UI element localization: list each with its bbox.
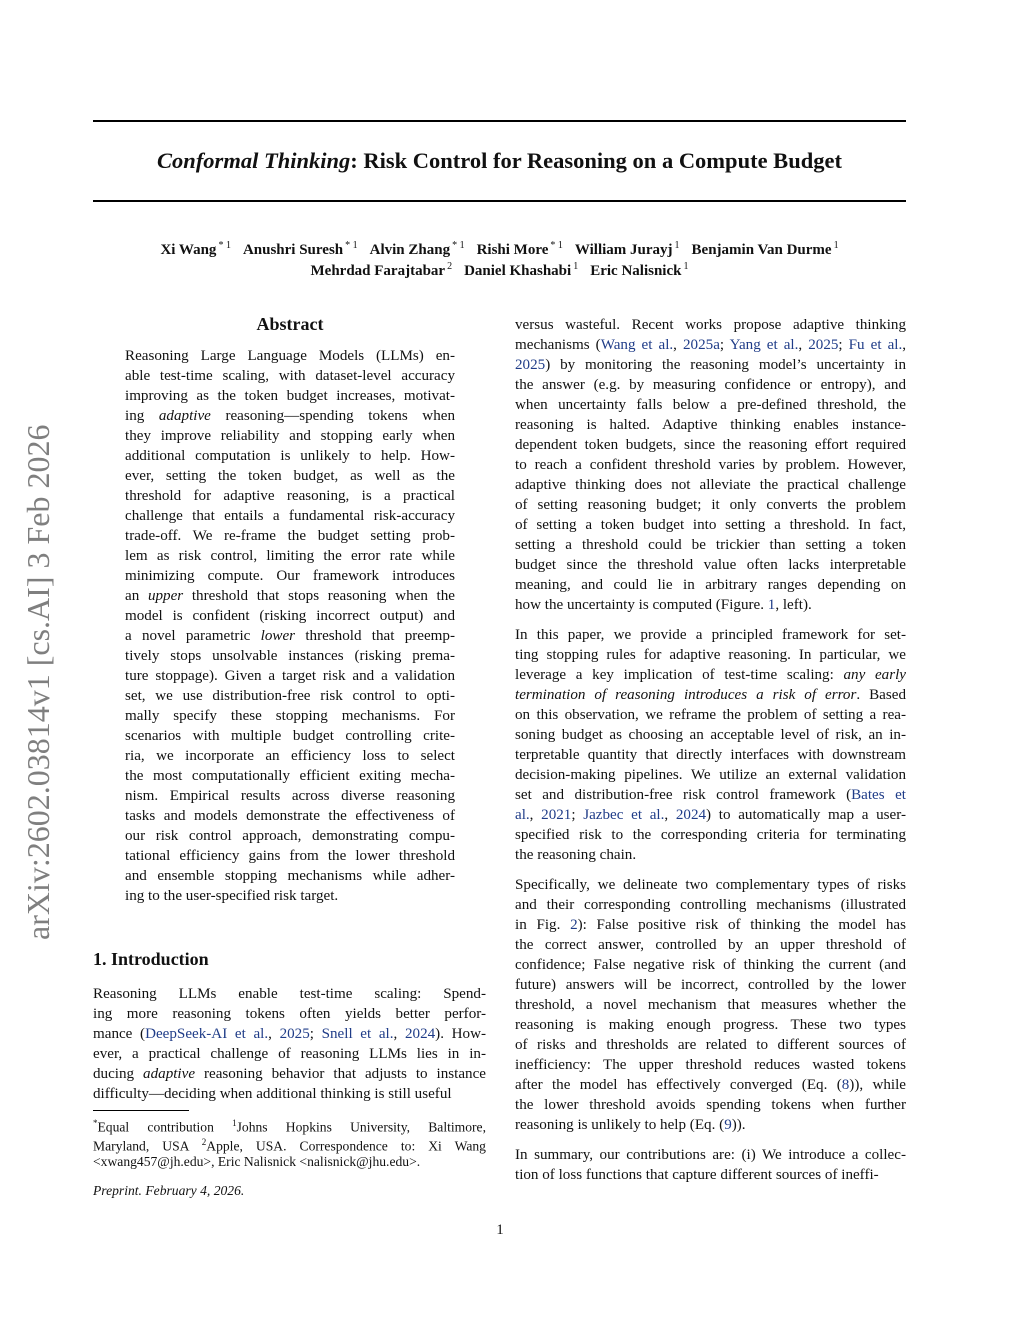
text-line (125, 666, 455, 686)
author-affiliation-mark: 2 (447, 261, 453, 272)
text-line (515, 455, 906, 475)
citation-link[interactable]: 2024 (675, 807, 707, 823)
text-run: after the model has effectively converged (Eq. ( (515, 1077, 842, 1093)
text-line (515, 805, 906, 825)
text-run: , (529, 807, 542, 823)
text-run: , left). (775, 597, 812, 613)
text-line (125, 826, 455, 846)
text-line (515, 1115, 906, 1135)
text-run: to reach a confident threshold varies by problem. However, (515, 457, 906, 473)
author-affiliation-mark: 1 (674, 240, 680, 251)
text-run: and ensemble stopping mechanisms while adher- (125, 868, 455, 884)
citation-link[interactable]: Yang et al. (729, 337, 799, 353)
text-run: improving as the token budget increases, motivat- (125, 388, 455, 404)
text-run: Specifically, we delineate two complementary types of risks (515, 877, 906, 893)
text-run: the lower threshold avoids spending tokens when further (515, 1097, 906, 1113)
abstract-heading: Abstract (256, 314, 324, 334)
author-affiliation-mark: * 1 (550, 240, 563, 251)
text-run: able test-time scaling, with dataset-level accuracy (125, 368, 455, 384)
citation-link[interactable]: 2024 (404, 1026, 436, 1042)
citation-link[interactable]: Fu et al. (848, 337, 903, 353)
text-run: they improve reliability and stopping early when (125, 428, 455, 444)
text-line (125, 746, 455, 766)
author-affiliation-mark: * 1 (218, 240, 231, 251)
text-run: , (902, 337, 907, 353)
text-line (125, 806, 455, 826)
text-run: reasoning behavior that adjusts to instance (195, 1066, 486, 1082)
text-line (515, 825, 906, 845)
text-run: reasoning is halted. Adaptive thinking enables instance- (515, 417, 906, 433)
text-run: threshold that preemp- (295, 628, 455, 644)
text-line (515, 1145, 906, 1165)
abstract-body (125, 346, 455, 906)
text-line (515, 315, 906, 335)
text-run: meaning, and could lie in arbitrary ranges depending on (515, 577, 906, 593)
text-run: ture stoppage). Given a target risk and a validation (125, 668, 455, 684)
text-run: ) by monitoring the reasoning model’s uncertainty in (545, 357, 906, 373)
text-line (125, 726, 455, 746)
text-run: threshold, a novel mechanism that measures whether the (515, 997, 906, 1013)
text-line (125, 786, 455, 806)
text-line (125, 386, 455, 406)
text-run: threshold that stops reasoning when the (183, 588, 455, 604)
text-run: future) answers will be incorrect, controlled by the lower (515, 977, 906, 993)
text-line (515, 435, 906, 455)
text-line (515, 875, 906, 895)
citation-link[interactable]: Jazbec et al. (583, 807, 665, 823)
text-run: . Based (856, 687, 906, 703)
text-line (515, 785, 906, 805)
text-run: ria, we incorporate an efficiency loss to select (125, 748, 455, 764)
text-line (93, 1004, 486, 1024)
citation-link[interactable]: al. (515, 807, 530, 823)
citation-link[interactable]: Snell et al. (321, 1026, 394, 1042)
text-line (515, 375, 906, 395)
citation-link[interactable]: Wang et al. (600, 337, 674, 353)
text-run: scenarios with multiple budget controlling crite- (125, 728, 455, 744)
text-run: ). How- (435, 1026, 487, 1042)
right-column-paragraph-3 (515, 875, 906, 1135)
text-line (515, 765, 906, 785)
author-affiliation-mark: 1 (833, 240, 839, 251)
text-run: lem as risk control, limiting the error rate while (125, 548, 455, 564)
text-line (515, 745, 906, 765)
text-line (515, 335, 906, 355)
text-run: ting stopping rules for adaptive reasoning. In particular, we (515, 647, 906, 663)
author-name: William Jurayj $^1$ (574, 240, 680, 258)
text-run: Reasoning LLMs enable test-time scaling: Spend- (93, 986, 486, 1002)
author-name: Mehrdad Farajtabar $^2$ (310, 261, 453, 279)
text-run: Johns Hopkins University, Baltimore, (236, 1119, 486, 1135)
text-run: specified risk to the corresponding criteria for terminating (515, 827, 906, 843)
citation-link[interactable]: 2025 (808, 337, 839, 353)
text-line (125, 766, 455, 786)
text-line (93, 1044, 486, 1064)
text-line (125, 846, 455, 866)
text-run: adaptive thinking does not alleviate the practical challenge (515, 477, 906, 493)
text-run: decision-making pipelines. We utilize an external validation (515, 767, 906, 783)
text-run: ever, setting the token budget, as well as the (125, 468, 455, 484)
text-run: additional computation is unlikely to help. How- (125, 448, 455, 464)
emphasis-text: adaptive (143, 1066, 196, 1082)
text-run: of setting reasoning budget; it only converts the problem (515, 497, 906, 513)
right-column-paragraph-1 (515, 315, 906, 615)
text-line (515, 575, 906, 595)
emphasis-text: lower (260, 628, 296, 644)
citation-link[interactable]: 2 (570, 917, 578, 933)
text-run: , (798, 337, 809, 353)
text-line (93, 984, 486, 1004)
emphasis-text: upper (147, 588, 184, 604)
text-run: on this observation, we reframe the problem of setting a rea- (515, 707, 906, 723)
text-line (515, 555, 906, 575)
emphasis-text: any early (843, 667, 906, 683)
text-run: mechanisms ( (515, 337, 601, 353)
text-run: setting a threshold could be trickier than setting a token (515, 537, 906, 553)
text-run: an (125, 588, 148, 604)
author-affiliation-mark: 1 (683, 261, 689, 272)
text-run: how the uncertainty is computed (Figure. (515, 597, 768, 613)
citation-link[interactable]: 2025 (279, 1026, 310, 1042)
text-line (515, 1095, 906, 1115)
citation-link[interactable]: 2021 (541, 807, 572, 823)
paper-title (93, 146, 906, 176)
text-run: reasoning is unlikely to help (Eq. ( (515, 1117, 725, 1133)
text-run: tational efficiency gains from the lower threshold (125, 848, 455, 864)
introduction-paragraph (93, 984, 486, 1104)
text-run: Reasoning Large Language Models (LLMs) en- (125, 348, 455, 364)
arxiv-identifier-stamp: arXiv:2602.03814v1 [cs.AI] 3 Feb 2026 (20, 424, 56, 940)
text-line (125, 606, 455, 626)
introduction-heading: 1. Introduction (93, 949, 209, 969)
text-line (93, 1114, 486, 1133)
text-run: budget since the threshold value often lacks interpretable (515, 557, 906, 573)
text-run: ducing (93, 1066, 144, 1082)
text-run: nism. Empirical results across diverse reasoning (125, 788, 455, 804)
text-run: , (393, 1026, 405, 1042)
text-run: In this paper, we provide a principled framework for set- (515, 627, 906, 643)
text-line (125, 466, 455, 486)
text-line (93, 1064, 486, 1084)
footnote-rule (93, 1110, 189, 1111)
text-line (125, 566, 455, 586)
text-line (515, 705, 906, 725)
author-name: Eric Nalisnick $^1$ (590, 261, 689, 279)
title-rule-bottom (93, 200, 906, 202)
text-run: of setting a token budget into setting a threshold. In fact, (515, 517, 906, 533)
text-run: dependent token budgets, since the reasoning effort required (515, 437, 906, 453)
text-run: ) to automatically map a user- (706, 807, 906, 823)
text-line (515, 495, 906, 515)
text-run: in Fig. (515, 917, 571, 933)
author-affiliation-mark: * 1 (452, 240, 465, 251)
author-affiliation-mark: * 1 (345, 240, 358, 251)
text-run: <xwang457@jh.edu>, Eric Nalisnick <nalisnick@jhu.edu>. (93, 1154, 421, 1169)
text-line (515, 625, 906, 645)
title-rule-top (93, 120, 906, 122)
text-run: and their corresponding controlling mechanisms (illustrated (515, 897, 906, 913)
text-line (125, 546, 455, 566)
text-line (515, 995, 906, 1015)
text-line (93, 1084, 486, 1104)
text-run: , (673, 337, 683, 353)
text-line (515, 1035, 906, 1055)
text-run: ing (125, 408, 159, 424)
text-run: ; (309, 1026, 322, 1042)
text-run: set and distribution-free risk control framework ( (515, 787, 852, 803)
text-line (515, 845, 906, 865)
footnote-mark: 2 (201, 1137, 207, 1147)
text-line (125, 366, 455, 386)
text-line (125, 706, 455, 726)
citation-link[interactable]: Bates et (851, 787, 906, 803)
text-line (125, 426, 455, 446)
text-run: trade-off. We re-frame the budget setting prob- (125, 528, 455, 544)
text-run: when uncertainty falls below a pre-defined threshold, the (515, 397, 906, 413)
text-line (125, 506, 455, 526)
text-run: )), while (849, 1077, 906, 1093)
text-run: soning budget as choosing an acceptable level of risk, an in- (515, 727, 906, 743)
text-line (515, 935, 906, 955)
text-line (515, 1015, 906, 1035)
title-emphasis: Conformal Thinking (157, 148, 351, 173)
author-name: Daniel Khashabi $^1$ (464, 261, 579, 279)
text-line (125, 586, 455, 606)
text-run: the reasoning chain. (515, 847, 637, 863)
text-run: set, we use distribution-free risk control to opti- (125, 688, 455, 704)
text-line (515, 535, 906, 555)
text-run: ; (838, 337, 849, 353)
text-run: threshold for adaptive reasoning, is a practical (125, 488, 455, 504)
text-run: In summary, our contributions are: (i) We introduce a collec- (515, 1147, 906, 1163)
text-run: tion of loss functions that capture different sources of ineffi- (515, 1167, 879, 1183)
text-run: a novel parametric (125, 628, 261, 644)
text-line (125, 346, 455, 366)
author-name: Benjamin Van Durme $^1$ (691, 240, 839, 258)
text-run: reasoning—spending tokens when (210, 408, 455, 424)
footnote-mark: 1 (232, 1118, 237, 1128)
text-run: model is confident (risking incorrect output) and (125, 608, 455, 624)
citation-link[interactable]: 1 (767, 597, 776, 613)
text-line (515, 1075, 906, 1095)
text-line (125, 406, 455, 426)
citation-link[interactable]: 8 (841, 1077, 850, 1093)
text-line (515, 1055, 906, 1075)
text-run: challenge that entails a fundamental risk-accuracy (125, 508, 455, 524)
author-name: Alvin Zhang $^{* 1}$ (369, 240, 465, 258)
footnote-mark: * (93, 1118, 98, 1128)
preprint-note: Preprint. February 4, 2026. (93, 1183, 245, 1198)
text-line (125, 866, 455, 886)
page-number: 1 (496, 1222, 504, 1238)
author-name: Xi Wang $^{* 1}$ (160, 240, 231, 258)
text-line (515, 665, 906, 685)
text-run: mance ( (93, 1026, 146, 1042)
text-run: tasks and models demonstrate the effectiveness of (125, 808, 455, 824)
text-line (125, 486, 455, 506)
text-line (515, 645, 906, 665)
text-run: ing to the user-specified risk target. (125, 888, 339, 904)
text-run: mally specify these stopping mechanisms. For (125, 708, 455, 724)
citation-link[interactable]: 2025a (683, 337, 720, 353)
text-run: difficulty—deciding when additional thinking is still useful (93, 1086, 452, 1102)
text-run: our risk control approach, demonstrating compu- (125, 828, 455, 844)
text-run: terpretable quantity that directly interfaces with downstream (515, 747, 906, 763)
text-line (125, 446, 455, 466)
citation-link[interactable]: 2025 (515, 357, 546, 373)
footnote (93, 1114, 486, 1171)
text-line (125, 686, 455, 706)
text-run: ; (571, 807, 584, 823)
right-column-paragraph-4 (515, 1145, 906, 1185)
text-run: confidence; False negative risk of thinking the current (and (515, 957, 906, 973)
text-run: Apple, USA. Correspondence to: Xi Wang (206, 1138, 486, 1154)
text-line (515, 725, 906, 745)
text-line (515, 685, 906, 705)
text-run: the most computationally efficient exiting mecha- (125, 768, 455, 784)
text-run: Equal contribution (97, 1119, 233, 1135)
emphasis-text: termination of reasoning introduces a risk of error (515, 687, 857, 703)
citation-link[interactable]: 9 (724, 1117, 732, 1133)
text-line (93, 1133, 486, 1152)
text-line (515, 415, 906, 435)
text-line (125, 626, 455, 646)
text-run: )). (731, 1117, 746, 1133)
text-run: ing more reasoning tokens often yields better perfor- (93, 1006, 486, 1022)
text-line (515, 895, 906, 915)
right-column-paragraph-2 (515, 625, 906, 865)
emphasis-text: adaptive (158, 408, 211, 424)
text-line (515, 1165, 906, 1185)
text-run: , (664, 807, 676, 823)
author-name: Rishi More $^{* 1}$ (476, 240, 563, 258)
text-line (125, 646, 455, 666)
text-line (515, 475, 906, 495)
text-run: minimizing compute. Our framework introduces (125, 568, 455, 584)
author-affiliation-mark: 1 (573, 261, 579, 272)
title-rest: : Risk Control for Reasoning on a Compute Budget (350, 148, 842, 173)
text-run: reasoning is making enough progress. These two types (515, 1017, 906, 1033)
text-line (515, 975, 906, 995)
text-run: ): False positive risk of thinking the model has (577, 917, 906, 933)
citation-link[interactable]: DeepSeek-AI et al. (145, 1026, 269, 1042)
text-line (515, 515, 906, 535)
text-line (125, 526, 455, 546)
author-name: Anushri Suresh $^{* 1}$ (242, 240, 358, 258)
text-run: the correct answer, controlled by an upper threshold of (515, 937, 906, 953)
text-line (93, 1152, 486, 1171)
author-list-line-2 (93, 257, 906, 281)
text-line (125, 886, 455, 906)
text-line (93, 1024, 486, 1044)
text-run: leverage a key implication of test-time scaling: (515, 667, 844, 683)
text-run: inefficiency: The upper threshold reduces wasted tokens (515, 1057, 906, 1073)
text-line (515, 395, 906, 415)
text-line (515, 355, 906, 375)
text-line (515, 595, 906, 615)
text-run: ever, a practical challenge of reasoning LLMs lies in in- (93, 1046, 486, 1062)
text-line (515, 915, 906, 935)
text-run: ; (719, 337, 730, 353)
text-run: Maryland, USA (93, 1138, 202, 1154)
text-run: the answer (e.g. by measuring confidence or entropy), and (515, 377, 906, 393)
text-run: versus wasteful. Recent works propose adaptive thinking (515, 317, 906, 333)
text-run: , (268, 1026, 280, 1042)
text-run: tively stops unsolvable instances (risking prema- (125, 648, 455, 664)
text-run: of risks and thresholds are related to different sources of (515, 1037, 906, 1053)
text-line (515, 955, 906, 975)
